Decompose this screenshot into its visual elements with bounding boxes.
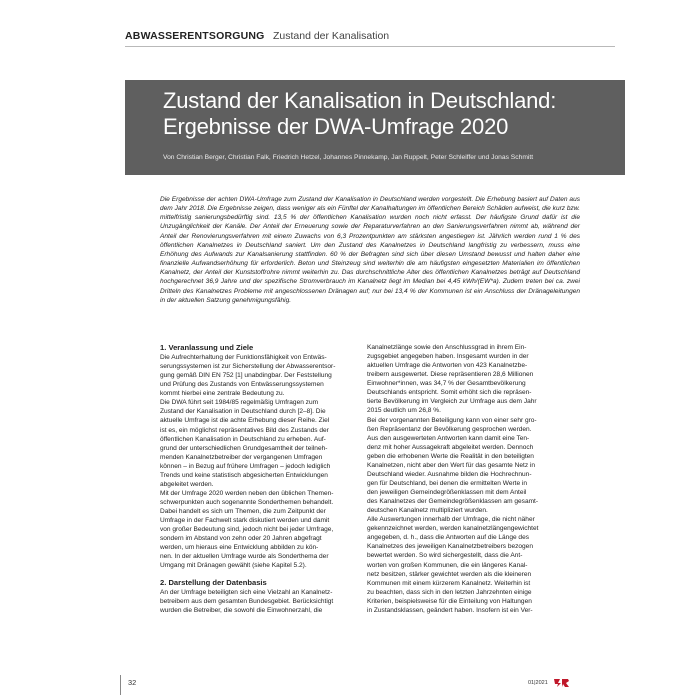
text-line: von großer Bedeutung sind, jedoch nicht bei jeder Umfrage, [160, 526, 334, 534]
text-line: Trends und keine statistisch abgesicherten Entwicklungen [160, 471, 328, 479]
text-line: können – in Bezug auf frühere Umfragen – jedoch lediglich [160, 462, 331, 470]
text-line: Die Aufrechterhaltung der Funktionsfähigkeit von Entwäs- [160, 354, 327, 361]
text-line: Kanalnetzen, nicht aber den Wert für das gesamte Netz in [367, 461, 536, 469]
running-header [125, 26, 615, 47]
text-line: 2015 deutlich um 26,8 %. [367, 407, 441, 415]
text-line: Zustand der Kanalisation in Deutschland durch [2–8]. Die [160, 408, 326, 416]
text-line: abgeleitet werden. [160, 480, 214, 488]
text-line: worten von großen Kommunen, die ein längeres Kanal- [367, 561, 528, 569]
text-line: in Zustandsklassen, geändert haben. Insofern ist ein Ver- [367, 606, 533, 614]
text-line: menden Kanalnetzbetreiber der vergangenen Umfragen [160, 453, 323, 461]
text-line: gekennzeichnet werden, werden kanalnetzlängengewichtet [367, 525, 539, 533]
text-line: ist es, ein möglichst repräsentatives Bild des Zustands der [160, 426, 329, 434]
text-line: geben die erhobenen Werte die Realität in den beteiligten [367, 452, 534, 460]
col1-paragraph-2 [160, 398, 360, 489]
col1-paragraph-4 [160, 588, 360, 615]
text-line: werden, um hieraus eine Entwicklung abbilden zu kön- [160, 544, 319, 552]
abstract: Die Ergebnisse der achten DWA-Umfrage zum Zustand der Kanalisation in Deutschland werden vorgestellt. Die Erhebung basiert auf Daten aus dem Jahr 2018. Die Ergebnisse zeigen, dass weniger als ein Fünftel der Kanalhaltungen im öffentlichen Bereich Schäden aufweist, die kurz bzw. mittelfristig sanierungsbedürftig sind. 13,5 % der öffentlichen Kanalisation wurden noch nicht erfasst. Der häufigste Grund dafür ist die Unzugänglichkeit der Kanäle. Der Anteil der Erneuerung sowie der Reparaturverfahren an den Sanierungsverfahren nimmt ab, während der Anteil der Renovierungsverfahren mit einem Zuwachs von 6,3 Prozentpunkten am stärksten angestiegen ist. Jährlich werden rund 1 % des öffentlichen Kanalnetzes in Deutschland saniert. Um den Zustand des Kanalnetzes in Deutschland langfristig zu verbessern, muss eine Erhöhung des Aufwands zur Kanalsanierung stattfinden. 60 % der Befragten sind sich über diesen Umstand bewusst und halten daher eine finanzielle Aufwandserhöhung für erforderlich. Beton und Steinzeug sind weiterhin die am häufigsten eingesetzten Materialien im öffentlichen Kanalnetz, der Anteil der Kunststoffrohre nimmt weiterhin zu. Das durchschnittliche Alter des öffentlichen Kanalnetzes beträgt auf Deutschland hochgerechnet 36,9 Jahre und der spezifische Stromverbrauch im Kanalnetz liegt im Median bei 4,45 kWh/(EW*a). Zudem treten bei ca. zwei Dritteln des Kanalnetzes Probleme mit angeschlossenen Dränagen auf; nur bei 13,4 % der Kommunen ist ein Anschluss der Dränageleitungen in der aktuellen Satzung genehmigungsfähig. [160, 196, 580, 304]
text-line: ßen Repräsentanz der Bevölkerung gesprochen werden. [367, 425, 532, 433]
text-line: denz mit hoher Aussagekraft abgeleitet werden. Dennoch [367, 443, 534, 451]
text-line: Deutschlands entspricht. Somit erhöht sich die repräsen- [367, 389, 532, 397]
col2-paragraph-2 [367, 416, 582, 516]
column-2 [367, 343, 582, 615]
text-line: Mit der Umfrage 2020 werden neben den üblichen Themen- [160, 489, 334, 497]
text-line: gung gemäß DIN EN 752 [1] unabdingbar. Der Feststellung [160, 372, 332, 380]
heading-2: 2. Darstellung der Datenbasis [160, 577, 267, 587]
text-line: kommt hierbei eine zentrale Bedeutung zu. [160, 390, 285, 398]
issue-info: 01|2021 [528, 680, 548, 686]
publisher-logo-icon [553, 678, 570, 688]
text-line: Kanalnetzes des jeweiligen Kanalnetzbetreibers bezogen [367, 543, 533, 551]
section-subtitle: Zustand der Kanalisation [272, 30, 390, 42]
text-line: zu beachten, dass sich in den letzten Jahrzehnten einige [367, 588, 532, 596]
text-line: An der Umfrage beteiligten sich eine Vielzahl an Kanalnetz- [160, 588, 333, 596]
text-line: zugsgebiet angegeben haben. Insgesamt wurden in der [367, 353, 529, 361]
text-line: Alle Auswertungen innerhalb der Umfrage, die nicht näher [367, 516, 535, 524]
text-line: Kriterien, beispielsweise für die Einteilung von Haltungen [367, 597, 532, 605]
text-line: Bei der vorgenannten Beteiligung kann von einer sehr gro- [367, 416, 537, 424]
text-line: öffentlichen Kanalisation in Deutschland zu erheben. Auf- [160, 435, 326, 443]
title-line-1: Zustand der Kanalisation in Deutschland: [163, 88, 557, 113]
text-line: schwerpunkten auch sogenannte Sonderthemen behandelt. [160, 499, 334, 506]
text-line: Dabei handelt es sich um Themen, die zum Zeitpunkt der [160, 508, 326, 516]
title-band [125, 80, 625, 175]
text-line: Umfrage in der Fachwelt stark diskutiert werden und damit [160, 517, 330, 525]
text-line: aktuellen Umfrage die Antworten von 423 Kanalnetzbe- [367, 362, 528, 370]
section-tag: ABWASSERENTSORGUNG [125, 30, 265, 42]
text-line: Die DWA führt seit 1984/85 regelmäßig Umfragen zum [160, 399, 319, 407]
text-line: Kommunen mit einem kürzerem Kanalnetz. Weiterhin ist [367, 579, 531, 587]
text-line: sondern im Abstand von zehn oder 20 Jahren abgefragt [160, 535, 322, 543]
text-line: und Prüfung des Zustands von Entwässerungssystemen [160, 381, 324, 389]
col2-paragraph-1 [367, 343, 582, 416]
col2-paragraph-3 [367, 515, 582, 615]
text-line: nen. In der aktuellen Umfrage wurde als Sonderthema der [160, 553, 329, 561]
text-line: aktuelle Umfrage ist die achte Erhebung dieser Reihe. Ziel [160, 417, 330, 425]
text-line: netz besitzen, stärker gewichtet werden als die kleineren [367, 570, 532, 578]
page-number: 32 [128, 678, 137, 687]
author-line: Von Christian Berger, Christian Falk, Friedrich Hetzel, Johannes Pinnekamp, Jan Ruppelt, Peter Schleiffer und Jonas Schmitt [163, 154, 534, 161]
footer-rule [120, 675, 121, 695]
text-line: serungssystemen ist zur Sicherstellung der Abwasserentsor- [160, 363, 336, 371]
text-line: bewertet werden. So wird sichergestellt, dass die Ant- [367, 552, 523, 560]
heading-1: 1. Veranlassung und Ziele [160, 343, 254, 352]
col1-paragraph-3 [160, 489, 360, 571]
column-1 [160, 343, 360, 615]
text-line: des Kanalnetzes der Gemeindegrößenklassen am gesamt- [367, 498, 539, 506]
text-line: angegeben, d. h., dass die Antworten auf die Länge des [367, 534, 529, 542]
col1-paragraph-1 [160, 353, 360, 398]
text-line: Umgang mit Dränagen gewählt (siehe Kapitel 5.2). [160, 562, 307, 570]
text-line: grund der unterschiedlichen Grundgesamtheit der teilneh- [160, 444, 328, 452]
text-line: tierte Bevölkerung im Vergleich zur Umfrage aus dem Jahr [367, 398, 537, 406]
text-line: Einwohner*innen, was 34,7 % der Gesamtbevölkerung [367, 380, 526, 388]
text-line: deutschen Kanalnetz multipliziert wurden. [367, 507, 488, 515]
text-line: treibern ausgewertet. Diese repräsentieren 28,6 Millionen [367, 371, 534, 379]
text-line: Deutschland wieder. Ausnahme bilden die Hochrechnun- [367, 470, 532, 478]
text-line: gen für Deutschland, bei denen die ermittelten Werte in [367, 479, 528, 487]
article-title [163, 88, 556, 140]
text-line: wurden die Betreiber, die sowohl die Einwohnerzahl, die [160, 606, 323, 614]
text-line: Kanalnetzlänge sowie den Anschlussgrad in ihrem Ein- [367, 344, 527, 351]
text-line: den jeweiligen Gemeindegrößenklassen mit dem Anteil [367, 489, 527, 496]
text-line: Aus den ausgewerteten Antworten kann damit eine Ten- [367, 434, 530, 442]
title-line-2: Ergebnisse der DWA-Umfrage 2020 [163, 114, 509, 139]
text-line: betreibern aus dem gesamten Bundesgebiet. Berücksichtigt [160, 597, 334, 605]
